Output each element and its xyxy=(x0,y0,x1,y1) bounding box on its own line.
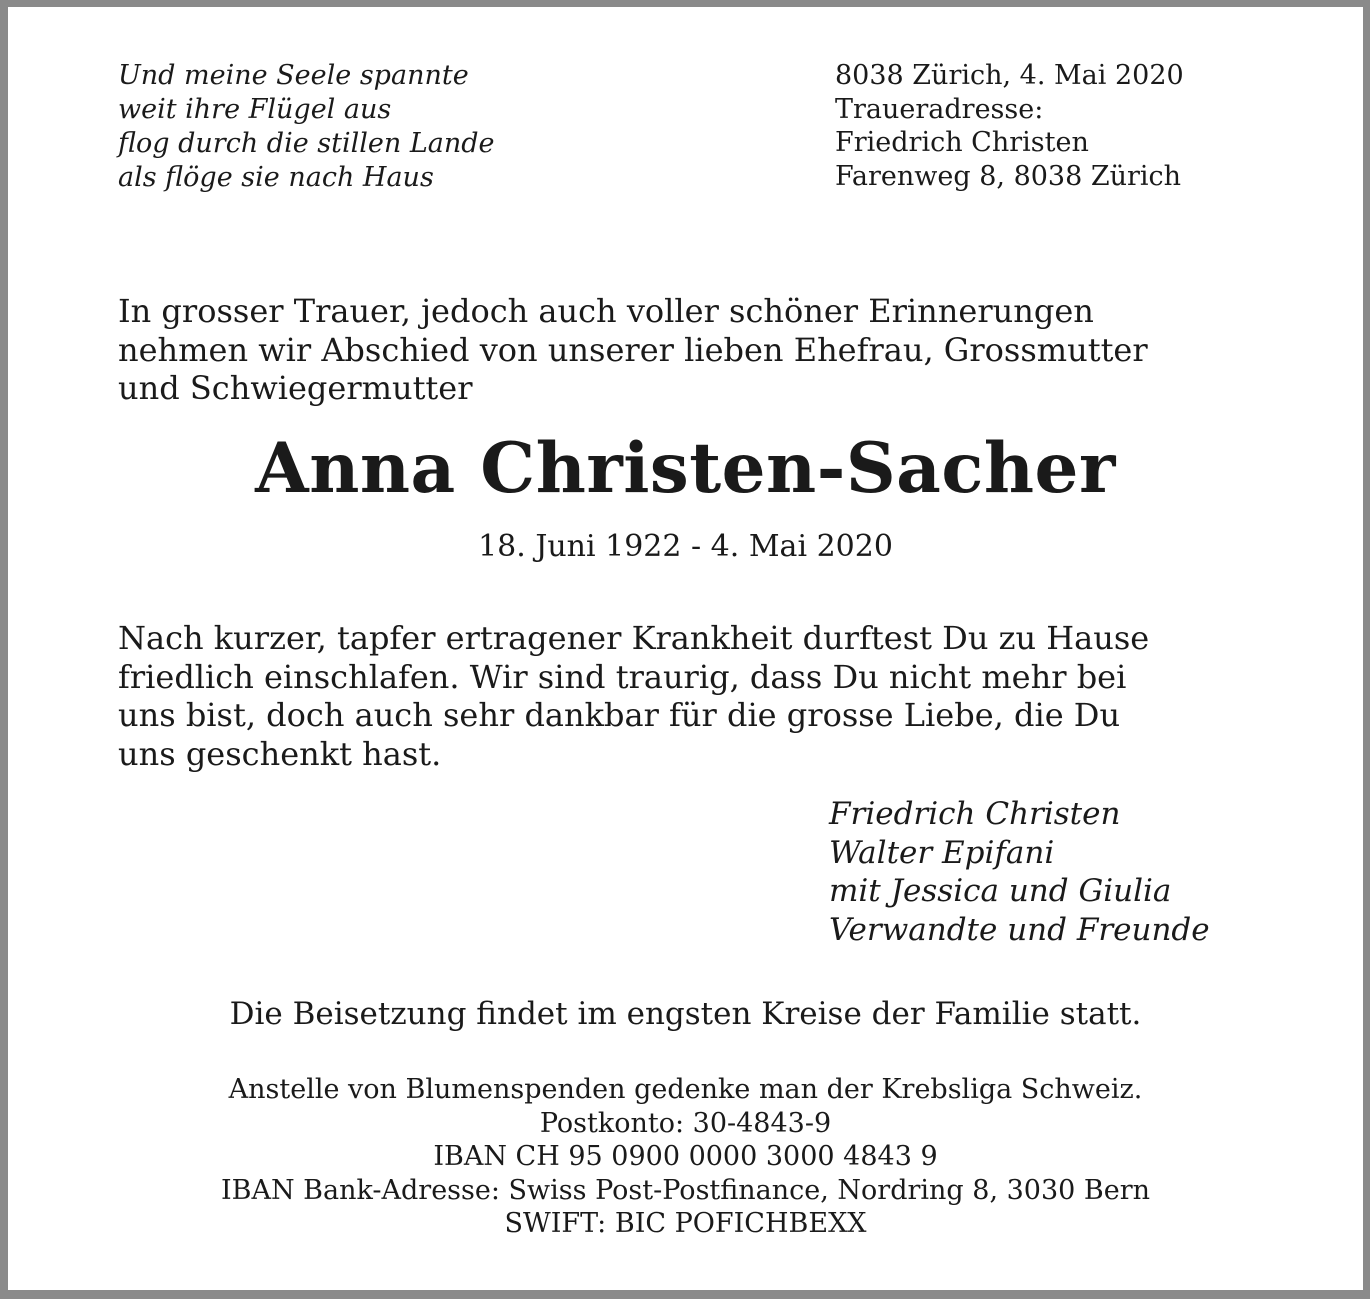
donation-info-block xyxy=(8,1073,1363,1241)
intro-paragraph xyxy=(118,292,1148,408)
message-line: uns bist, doch auch sehr dankbar für die grosse Liebe, die Du xyxy=(118,696,1121,734)
signer-line: mit Jessica und Giulia xyxy=(829,873,1172,909)
donation-line: Anstelle von Blumenspenden gedenke man der Krebsliga Schweiz. xyxy=(228,1074,1143,1105)
message-paragraph xyxy=(118,619,1149,773)
donation-line: Postkonto: 30-4843-9 xyxy=(539,1107,832,1139)
message-line: friedlich einschlafen. Wir sind traurig, dass Du nicht mehr bei xyxy=(118,657,1127,696)
poem-line: Und meine Seele spannte xyxy=(118,60,469,91)
donation-line: IBAN CH 95 0900 0000 3000 4843 9 xyxy=(433,1141,938,1172)
signer-line: Verwandte und Freunde xyxy=(829,911,1210,948)
mourning-address-block xyxy=(835,59,1184,193)
life-dates: 18. Juni 1922 - 4. Mai 2020 xyxy=(478,529,893,564)
address-street: Farenweg 8, 8038 Zürich xyxy=(835,160,1182,192)
poem-line: weit ihre Flügel aus xyxy=(118,94,392,125)
intro-line: nehmen wir Abschied von unserer lieben Ehefrau, Grossmutter xyxy=(118,330,1148,369)
deceased-name: Anna Christen-Sacher xyxy=(255,428,1116,509)
poem-line: als flöge sie nach Haus xyxy=(118,162,434,193)
place-date: 8038 Zürich, 4. Mai 2020 xyxy=(835,60,1184,91)
signers-block xyxy=(829,795,1210,949)
burial-notice: Die Beisetzung findet im engsten Kreise der Familie statt. xyxy=(229,996,1142,1032)
message-line: uns geschenkt hast. xyxy=(118,734,442,773)
intro-line: und Schwiegermutter xyxy=(118,369,473,407)
signer-line: Walter Epifani xyxy=(829,834,1055,871)
message-line: Nach kurzer, tapfer ertragener Krankheit durftest Du zu Hause xyxy=(118,619,1150,657)
address-label: Traueradresse: xyxy=(835,93,1044,125)
address-name: Friedrich Christen xyxy=(835,127,1089,158)
intro-line: In grosser Trauer, jedoch auch voller schöner Erinnerungen xyxy=(118,292,1094,330)
donation-line: IBAN Bank-Adresse: Swiss Post-Postfinance, Nordring 8, 3030 Bern xyxy=(220,1174,1151,1206)
signer-line: Friedrich Christen xyxy=(829,796,1121,832)
poem-line: flog durch die stillen Lande xyxy=(118,128,495,159)
donation-line: SWIFT: BIC POFICHBEXX xyxy=(504,1208,867,1239)
poem-block xyxy=(118,59,495,195)
obituary-page xyxy=(8,7,1363,1290)
